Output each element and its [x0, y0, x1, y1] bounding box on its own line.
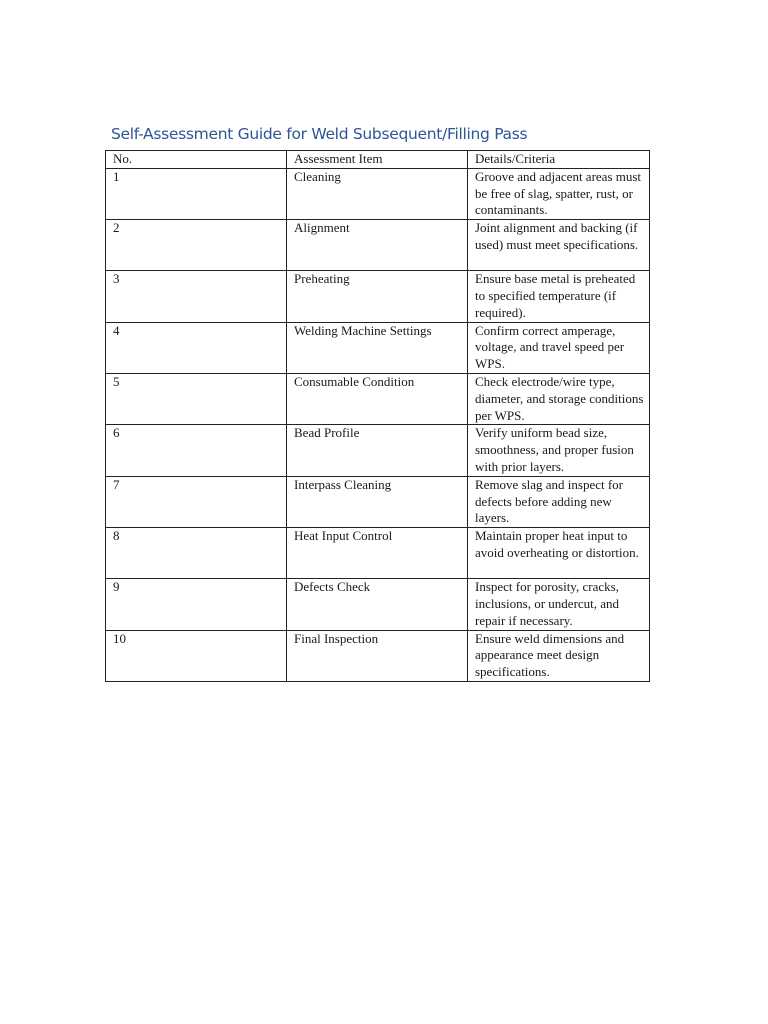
table-row — [106, 528, 650, 579]
row-assessment-item: Alignment — [287, 220, 468, 271]
row-assessment-item: Consumable Condition — [287, 373, 468, 424]
row-details: Inspect for porosity, cracks, inclusions, or undercut, and repair if necessary. — [468, 579, 650, 630]
table-header-row — [106, 151, 650, 169]
row-details: Maintain proper heat input to avoid overheating or distortion. — [468, 528, 650, 579]
header-details-criteria: Details/Criteria — [468, 151, 650, 169]
assessment-table — [105, 150, 650, 682]
table-row — [106, 630, 650, 681]
row-assessment-item: Preheating — [287, 271, 468, 322]
row-number: 3 — [106, 271, 287, 322]
row-assessment-item: Heat Input Control — [287, 528, 468, 579]
row-number: 5 — [106, 373, 287, 424]
row-number: 7 — [106, 476, 287, 527]
row-details: Ensure weld dimensions and appearance meet design specifications. — [468, 630, 650, 681]
row-number: 1 — [106, 168, 287, 219]
row-number: 8 — [106, 528, 287, 579]
row-details: Ensure base metal is preheated to specified temperature (if required). — [468, 271, 650, 322]
row-assessment-item: Bead Profile — [287, 425, 468, 476]
table-row — [106, 425, 650, 476]
row-assessment-item: Cleaning — [287, 168, 468, 219]
row-details: Joint alignment and backing (if used) must meet specifications. — [468, 220, 650, 271]
row-details: Verify uniform bead size, smoothness, and proper fusion with prior layers. — [468, 425, 650, 476]
row-number: 2 — [106, 220, 287, 271]
header-assessment-item: Assessment Item — [287, 151, 468, 169]
document-title: Self-Assessment Guide for Weld Subsequent/Filling Pass — [111, 125, 528, 143]
row-assessment-item: Interpass Cleaning — [287, 476, 468, 527]
row-assessment-item: Final Inspection — [287, 630, 468, 681]
row-details: Groove and adjacent areas must be free of slag, spatter, rust, or contaminants. — [468, 168, 650, 219]
table-row — [106, 271, 650, 322]
table-row — [106, 220, 650, 271]
row-number: 10 — [106, 630, 287, 681]
row-details: Remove slag and inspect for defects before adding new layers. — [468, 476, 650, 527]
table-row — [106, 476, 650, 527]
row-assessment-item: Defects Check — [287, 579, 468, 630]
row-assessment-item: Welding Machine Settings — [287, 322, 468, 373]
row-number: 4 — [106, 322, 287, 373]
header-no: No. — [106, 151, 287, 169]
row-details: Check electrode/wire type, diameter, and storage conditions per WPS. — [468, 373, 650, 424]
table-row — [106, 373, 650, 424]
table-row — [106, 322, 650, 373]
table-row — [106, 168, 650, 219]
table-row — [106, 579, 650, 630]
row-details: Confirm correct amperage, voltage, and travel speed per WPS. — [468, 322, 650, 373]
row-number: 6 — [106, 425, 287, 476]
row-number: 9 — [106, 579, 287, 630]
